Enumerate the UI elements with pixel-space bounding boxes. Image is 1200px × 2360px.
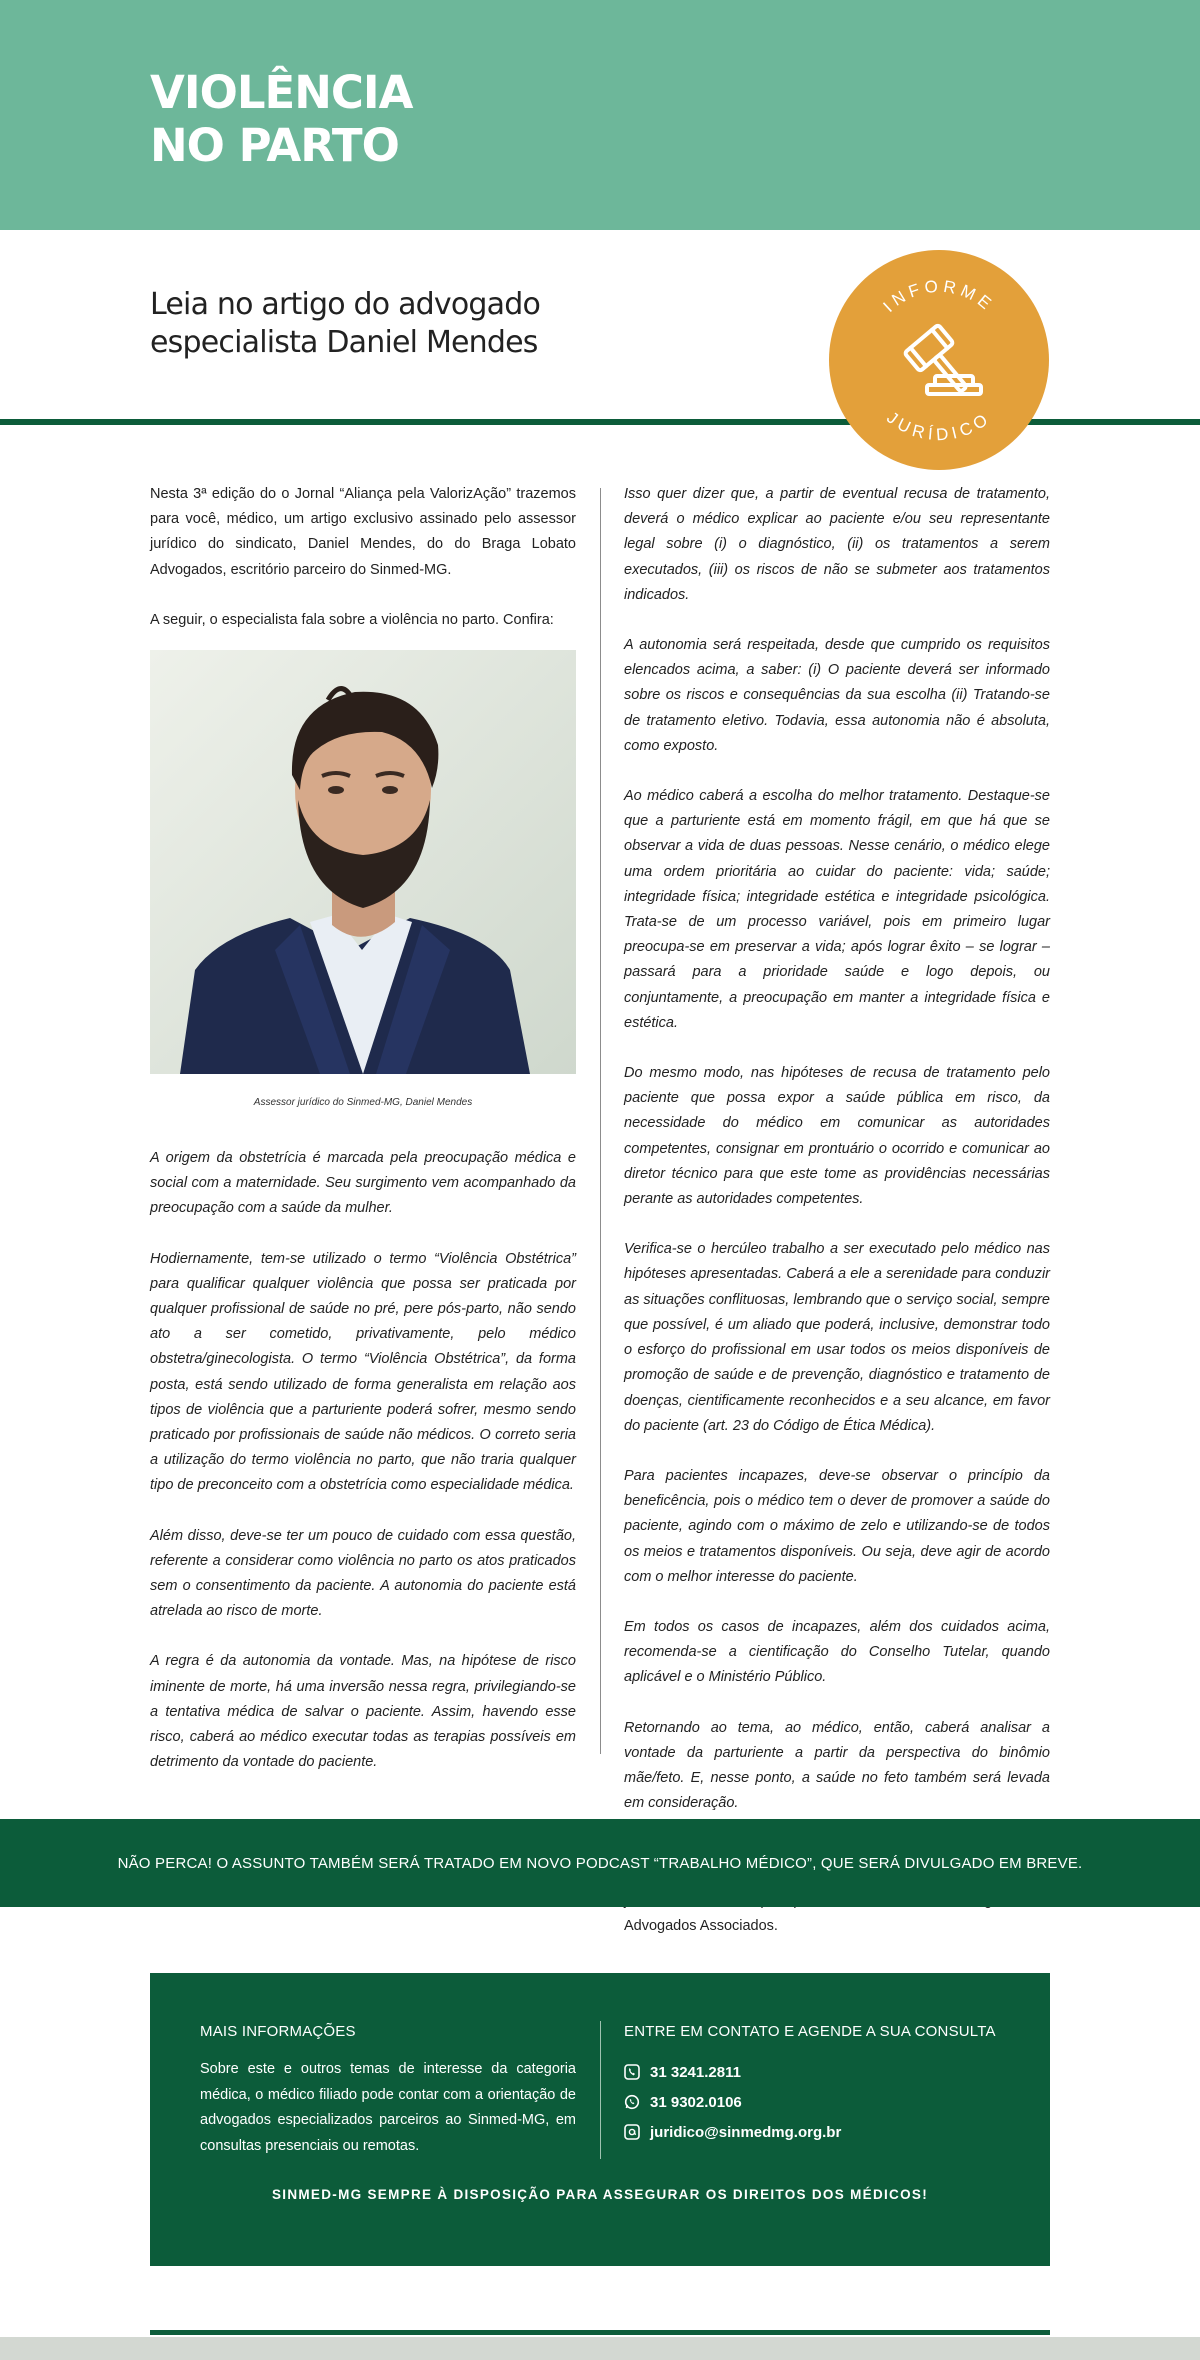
contact-whatsapp-link[interactable] [624, 2087, 1024, 2117]
title-line-2: NO PARTO [150, 119, 399, 172]
phone-icon [624, 2064, 640, 2080]
contact-phone-link[interactable] [624, 2057, 1024, 2087]
body-paragraph: Hodiernamente, tem-se utilizado o termo “Violência Obstétrica” para qualificar qualquer violência que possa ser praticada por qualquer profissional de saúde no pré, pere pós-parto, não sendo ato a ser cometido, privativamente, pelo médico obstetra/ginecologista. O termo “Violência Obstétrica”, da forma posta, está sendo utilizado de forma generalista em relação aos tipos de violência que a parturiente poderá sofrer, mesmo sendo praticado por profissionais de saúde não médicos. O correto seria a utilização do termo violência no parto, que não traria qualquer tipo de preconceito com a obstetrícia como especialidade médica. [150, 1250, 576, 1494]
contact-heading: ENTRE EM CONTATO E AGENDE A SUA CONSULTA [624, 2023, 996, 2040]
more-info-section [200, 2023, 576, 2159]
author-bio: Advogados Associados. [624, 1917, 778, 1934]
column-divider [600, 488, 601, 1754]
info-box-footer: SINMED-MG SEMPRE À DISPOSIÇÃO PARA ASSEGURAR OS DIREITOS DOS MÉDICOS! [271, 2187, 928, 2202]
body-paragraph: Além disso, deve-se ter um pouco de cuidado com essa questão, referente a considerar como violência no parto os atos praticados sem o consentimento da paciente. A autonomia do paciente está atrelada ao risco de morte. [150, 1527, 576, 1620]
article-left-column [150, 482, 576, 1800]
title-line-1: VIOLÊNCIA [150, 66, 413, 119]
contact-email-text: juridico@sinmedmg.org.br [650, 2123, 842, 2141]
more-info-heading: MAIS INFORMAÇÕES [200, 2023, 356, 2040]
body-paragraph: Ao médico caberá a escolha do melhor tratamento. Destaque-se que a parturiente está em momento frágil, em que há que se observar a vida de duas pessoas. Nesse cenário, o médico elege uma ordem prioritária ao cuidar do paciente: vida; saúde; integridade física; integridade estética e integridade psicológica. Trata-se de um processo variável, pois em primeiro lugar preocupa-se em preservar a vida; após lograr êxito – se lograr – passará para a prioridade saúde e logo depois, ou conjuntamente, a preocupação em manter a integridade física e estética. [624, 788, 1050, 1031]
article-right-column [624, 482, 1050, 1939]
whatsapp-icon [624, 2094, 640, 2110]
body-paragraph: A regra é da autonomia da vontade. Mas, na hipótese de risco iminente de morte, há uma inversão nessa regra, privilegiando-se a tentativa médica de salvar o paciente. Assim, havendo esse risco, caberá ao médico executar todas as terapias possíveis em detrimento da vontade do paciente. [150, 1653, 576, 1771]
info-box [150, 1973, 1050, 2266]
gavel-icon [904, 325, 981, 404]
info-box-divider [600, 2021, 601, 2159]
intro-paragraph: A seguir, o especialista fala sobre a violência no parto. Confira: [150, 611, 554, 628]
body-paragraph: Para pacientes incapazes, deve-se observar o princípio da beneficência, pois o médico tem o dever de promover a saúde do paciente, agindo com o máximo de zelo e utilizando-se de todos os meios e tratamentos disponíveis. Ou seja, deve agir de acordo com o melhor interesse do paciente. [624, 1467, 1050, 1585]
body-paragraph: Isso quer dizer que, a partir de eventual recusa de tratamento, deverá o médico explicar ao paciente e/ou seu representante legal sobre (i) o diagnóstico, (ii) os tratamentos a serem executados, (iii) os riscos de não se submeter aos tratamentos indicados. [624, 486, 1050, 603]
author-photo [150, 650, 576, 1074]
email-icon [624, 2124, 640, 2140]
footer-divider [150, 2330, 1050, 2335]
badge-top-text: INFORME [879, 276, 999, 316]
contact-email-link[interactable] [624, 2117, 1024, 2147]
contact-phone-text: 31 3241.2811 [650, 2063, 741, 2081]
podcast-banner-text: NÃO PERCA! O ASSUNTO TAMBÉM SERÁ TRATADO EM NOVO PODCAST “TRABALHO MÉDICO”, QUE SERÁ DIVULGADO EM BREVE. [117, 1854, 1083, 1872]
lead-subtitle [150, 286, 540, 362]
badge-bottom-text: JURÍDICO [883, 407, 995, 445]
podcast-banner [0, 1819, 1200, 1907]
page-title [150, 66, 413, 172]
body-paragraph: A origem da obstetrícia é marcada pela preocupação médica e social com a maternidade. Seu surgimento vem acompanhado da preocupação com a saúde da mulher. [150, 1150, 576, 1217]
lead-line-2: especialista Daniel Mendes [150, 325, 538, 360]
body-paragraph: Verifica-se o hercúleo trabalho a ser executado pelo médico nas hipóteses apresentadas. Caberá a ele a serenidade para conduzir as situações conflituosas, lembrando que o serviço social, sempre que possível, é um aliado que poderá, inclusive, demonstrar todo o esforço do profissional em usar todos os meios disponíveis de promoção de saúde e de prevenção, diagnóstico e tratamento de doenças, cientificamente reconhecidos e a seu alcance, em favor do paciente (art. 23 do Código de Ética Médica). [624, 1241, 1050, 1434]
contact-whatsapp-text: 31 9302.0106 [650, 2093, 742, 2111]
header-banner [0, 0, 1200, 230]
photo-caption: Assessor jurídico do Sinmed-MG, Daniel Mendes [253, 1097, 473, 1109]
lead-line-1: Leia no artigo do advogado [150, 287, 541, 322]
portrait-illustration [150, 650, 576, 1074]
body-paragraph: Retornando ao tema, ao médico, então, caberá analisar a vontade da parturiente a partir da perspectiva do binômio mãe/feto. E, nesse ponto, a saúde no feto também será levada em consideração. [624, 1719, 1050, 1812]
more-info-text: Sobre este e outros temas de interesse da categoria médica, o médico filiado pode contar com a orientação de advogados especializados parceiros ao Sinmed-MG, em consultas presenciais ou remotas. [200, 2061, 576, 2154]
body-paragraph: Do mesmo modo, nas hipóteses de recusa de tratamento pelo paciente que possa expor a saúde pública em risco, da necessidade do médico em comunicar as autoridades competentes, consignar em prontuário o ocorrido e comunicar ao diretor técnico para que este tome as providências necessárias perante as autoridades competentes. [624, 1065, 1050, 1208]
intro-paragraph: Nesta 3ª edição do o Jornal “Aliança pela ValorizAção” trazemos para você, médico, um artigo exclusivo assinado pelo assessor jurídico do sindicato, Daniel Mendes, do do Braga Lobato Advogados, escritório parceiro do Sinmed-MG. [150, 486, 576, 578]
body-paragraph: Em todos os casos de incapazes, além dos cuidados acima, recomenda-se a cientificação do Conselho Tutelar, quando aplicável e o Ministério Público. [624, 1618, 1050, 1686]
footer-strip [0, 2337, 1200, 2360]
body-paragraph: A autonomia será respeitada, desde que cumprido os requisitos elencados acima, a saber: (i) O paciente deverá ser informado sobre os riscos e consequências da sua escolha (ii) Tratando-se de tratamento eletivo. Todavia, essa autonomia não é absoluta, como exposto. [624, 637, 1050, 754]
informe-juridico-badge [829, 250, 1049, 470]
badge-graphic [829, 250, 1049, 470]
contact-section [624, 2023, 1024, 2147]
